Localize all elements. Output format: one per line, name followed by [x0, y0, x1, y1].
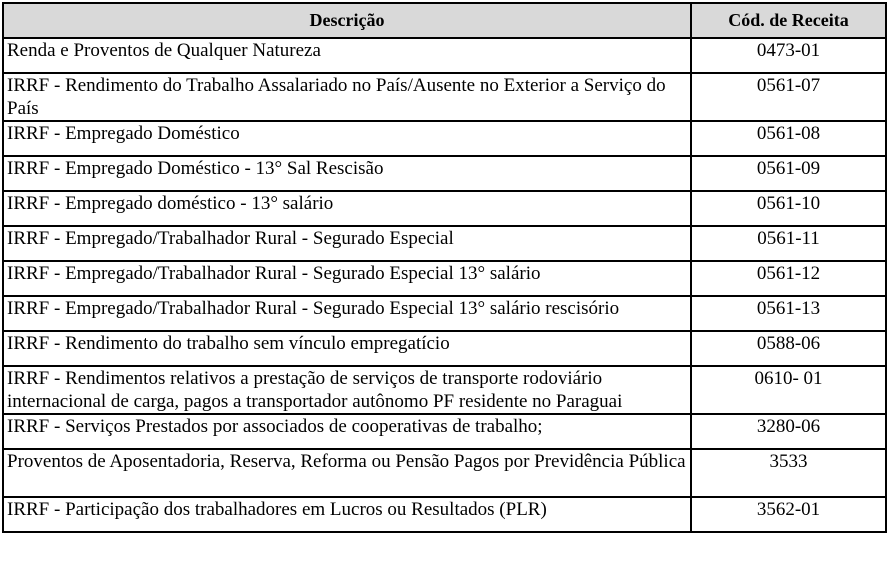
table-row [3, 38, 886, 73]
row-description: IRRF - Serviços Prestados por associados de cooperativas de trabalho; [3, 414, 691, 449]
row-code: 0561-11 [691, 226, 886, 261]
header-code: Cód. de Receita [691, 3, 886, 38]
row-code: 0561-13 [691, 296, 886, 331]
table-row [3, 366, 886, 414]
row-description: IRRF - Rendimento do trabalho sem vínculo empregatício [3, 331, 691, 366]
table-row [3, 226, 886, 261]
table-row [3, 296, 886, 331]
row-code: 0561-09 [691, 156, 886, 191]
row-code: 0561-12 [691, 261, 886, 296]
row-description: IRRF - Empregado doméstico - 13° salário [3, 191, 691, 226]
row-code: 3280-06 [691, 414, 886, 449]
row-description: IRRF - Empregado Doméstico [3, 121, 691, 156]
table-row [3, 121, 886, 156]
row-code: 0610- 01 [691, 366, 886, 414]
row-code: 0561-07 [691, 73, 886, 121]
row-code: 0561-10 [691, 191, 886, 226]
row-code: 3562-01 [691, 497, 886, 532]
table-row [3, 156, 886, 191]
row-description: IRRF - Empregado Doméstico - 13° Sal Rescisão [3, 156, 691, 191]
row-description: Proventos de Aposentadoria, Reserva, Reforma ou Pensão Pagos por Previdência Pública [3, 449, 691, 497]
row-code: 3533 [691, 449, 886, 497]
table-row [3, 331, 886, 366]
table-row [3, 73, 886, 121]
row-code: 0588-06 [691, 331, 886, 366]
row-code: 0561-08 [691, 121, 886, 156]
row-description: IRRF - Participação dos trabalhadores em Lucros ou Resultados (PLR) [3, 497, 691, 532]
row-description: IRRF - Empregado/Trabalhador Rural - Segurado Especial 13° salário [3, 261, 691, 296]
row-description: IRRF - Empregado/Trabalhador Rural - Segurado Especial 13° salário rescisório [3, 296, 691, 331]
row-description: Renda e Proventos de Qualquer Natureza [3, 38, 691, 73]
table-row [3, 261, 886, 296]
revenue-codes-table [2, 2, 887, 533]
row-description: IRRF - Empregado/Trabalhador Rural - Segurado Especial [3, 226, 691, 261]
header-row [3, 3, 886, 38]
row-code: 0473-01 [691, 38, 886, 73]
table-row [3, 497, 886, 532]
table-row [3, 449, 886, 497]
header-description: Descrição [3, 3, 691, 38]
table-row [3, 191, 886, 226]
row-description: IRRF - Rendimentos relativos a prestação de serviços de transporte rodoviário internacional de carga, pagos a transportador autônomo PF residente no Paraguai [3, 366, 691, 414]
table-row [3, 414, 886, 449]
row-description: IRRF - Rendimento do Trabalho Assalariado no País/Ausente no Exterior a Serviço do País [3, 73, 691, 121]
